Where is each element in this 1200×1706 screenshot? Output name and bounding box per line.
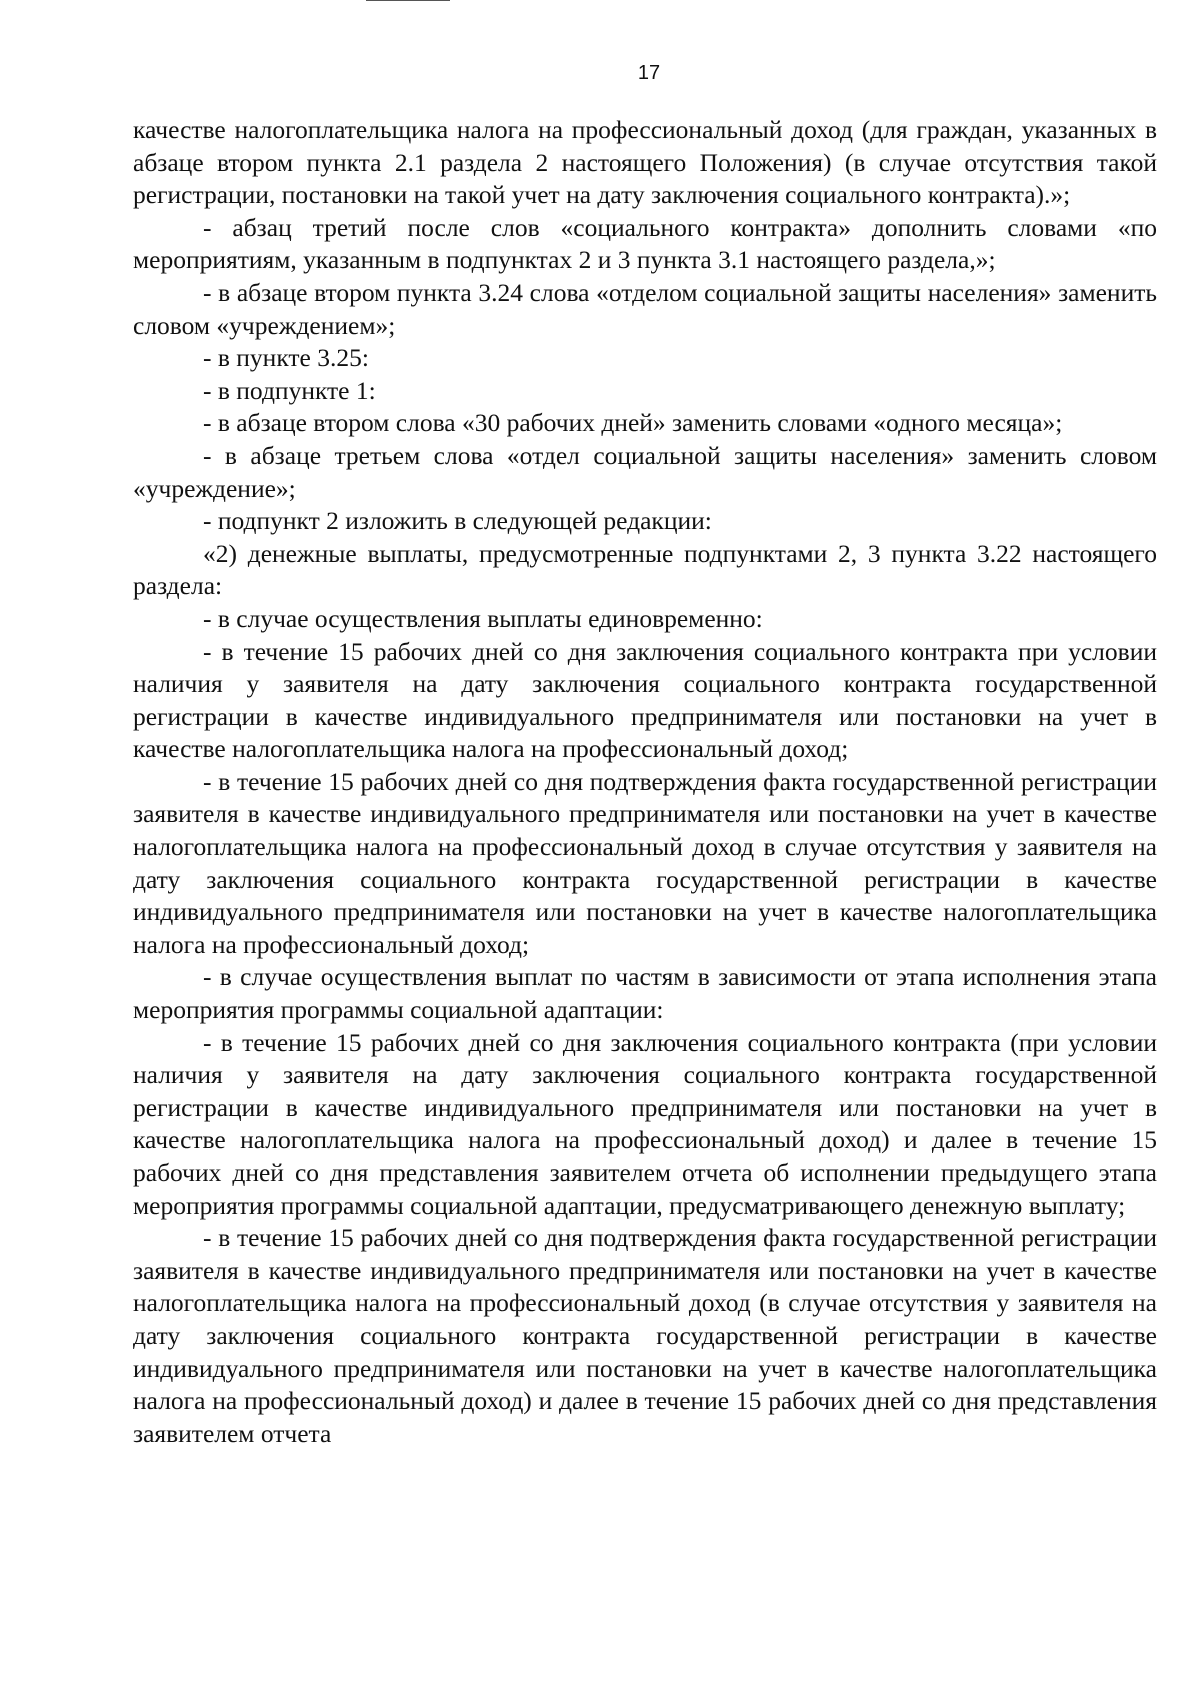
document-paragraph: - в случае осуществления выплат по частям в зависимости от этапа исполнения этапа мероприятия программы социальной адаптации:	[133, 962, 1157, 1025]
document-paragraph: - в течение 15 рабочих дней со дня подтверждения факта государственной регистрации заявителя в качестве индивидуального предпринимателя или постановки на учет в качестве налогоплательщика налога на профессиональный доход в случае отсутствия у заявителя на дату заключения социального контракта государственной регистрации в качестве индивидуального предпринимателя или постановки на учет в качестве налогоплательщика налога на профессиональный доход;	[133, 766, 1157, 959]
document-paragraph: «2) денежные выплаты, предусмотренные подпунктами 2, 3 пункта 3.22 настоящего раздела:	[133, 538, 1157, 601]
document-paragraph: - в подпункте 1:	[203, 375, 376, 405]
document-paragraph: - в абзаце втором пункта 3.24 слова «отделом социальной защиты населения» заменить словом «учреждением»;	[133, 277, 1157, 340]
document-paragraph: - в случае осуществления выплаты единовременно:	[203, 603, 763, 633]
scan-artifact-line	[366, 0, 450, 1]
document-paragraph: качестве налогоплательщика налога на профессиональный доход (для граждан, указанных в абзаце втором пункта 2.1 раздела 2 настоящего Положения) (в случае отсутствия такой регистрации, постановки на такой учет на дату заключения социального контракта).»;	[133, 115, 1157, 210]
document-paragraph: - в абзаце третьем слова «отдел социальной защиты населения» заменить словом «учреждение»;	[133, 440, 1157, 503]
document-paragraph: - в пункте 3.25:	[203, 343, 369, 373]
document-paragraph: - в течение 15 рабочих дней со дня заключения социального контракта при условии наличия у заявителя на дату заключения социального контракта государственной регистрации в качестве индивидуального предпринимателя или постановки на учет в качестве налогоплательщика налога на профессиональный доход;	[133, 636, 1157, 764]
document-paragraph: - в течение 15 рабочих дней со дня заключения социального контракта (при условии наличия у заявителя на дату заключения социального контракта государственной регистрации в качестве индивидуального предпринимателя или постановки на учет в качестве налогоплательщика налога на профессиональный доход) и далее в течение 15 рабочих дней со дня представления заявителем отчета об исполнении предыдущего этапа мероприятия программы социальной адаптации, предусматривающего денежную выплату;	[133, 1027, 1157, 1220]
document-paragraph: - абзац третий после слов «социального контракта» дополнить словами «по мероприятиям, указанным в подпунктах 2 и 3 пункта 3.1 настоящего раздела,»;	[133, 212, 1157, 275]
document-paragraph: - в течение 15 рабочих дней со дня подтверждения факта государственной регистрации заявителя в качестве индивидуального предпринимателя или постановки на учет в качестве налогоплательщика налога на профессиональный доход (в случае отсутствия у заявителя на дату заключения социального контракта государственной регистрации в качестве индивидуального предпринимателя или постановки на учет в качестве налогоплательщика налога на профессиональный доход) и далее в течение 15 рабочих дней со дня представления заявителем отчета	[133, 1223, 1157, 1448]
page-number: 17	[637, 62, 661, 84]
document-paragraph: - в абзаце втором слова «30 рабочих дней» заменить словами «одного месяца»;	[203, 408, 1063, 438]
document-body	[133, 114, 1157, 1450]
document-paragraph: - подпункт 2 изложить в следующей редакции:	[203, 506, 712, 536]
